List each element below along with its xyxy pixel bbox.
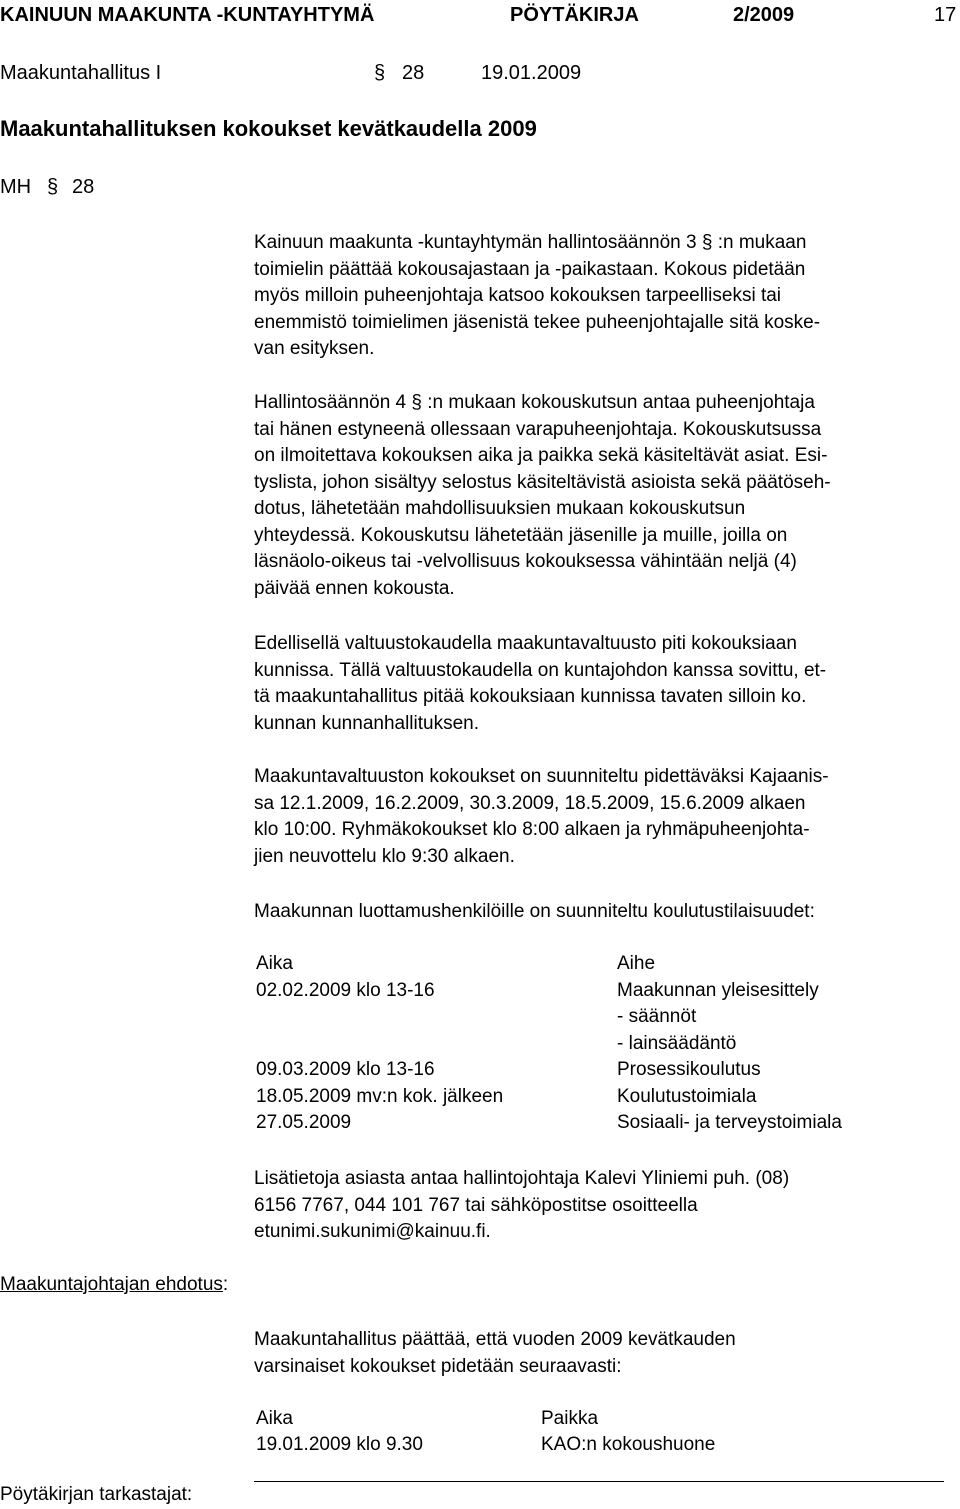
- section-symbol: §: [374, 62, 386, 84]
- paragraph-line: etunimi.sukunimi@kainuu.fi.: [254, 1221, 491, 1242]
- proposal-label-suffix: :: [222, 1274, 229, 1295]
- meetings-row-time: 19.01.2009 klo 9.30: [256, 1434, 423, 1455]
- case-ref-prefix: MH: [0, 176, 32, 198]
- page-number: 17: [934, 4, 957, 26]
- paragraph-line: jien neuvottelu klo 9:30 alkaen.: [254, 845, 515, 867]
- meetings-header-time: Aika: [256, 1408, 293, 1429]
- paragraph-line: myös milloin puheenjohtaja katsoo kokouksen tarpeelliseksi tai: [254, 285, 782, 306]
- paragraph-line: tyslista, johon sisältyy selostus käsiteltävistä asioista sekä päätöseh-: [254, 471, 831, 493]
- contact-paragraph: [254, 1166, 944, 1246]
- paragraph-line: klo 10:00. Ryhmäkokoukset klo 8:00 alkaen ja ryhmäpuheenjohta-: [254, 819, 810, 840]
- paragraph-line: enemmistö toimielimen jäsenistä tekee puheenjohtajalle sitä koske-: [254, 311, 821, 333]
- paragraph-line: Maakunnan luottamushenkilöille on suunniteltu koulutustilaisuudet:: [254, 901, 815, 922]
- paragraph-line: on ilmoitettava kokouksen aika ja paikka sekä käsiteltävät asiat. Esi-: [254, 445, 828, 466]
- paragraph-line: Edellisellä valtuustokaudella maakuntavaltuusto piti kokouksiaan: [254, 633, 797, 654]
- paragraph-line: läsnäolo-oikeus tai -velvollisuus kokouksessa vähintään neljä (4): [254, 551, 797, 572]
- training-row-topic: - lainsäädäntö: [617, 1033, 737, 1054]
- training-row-time: 09.03.2009 klo 13-16: [256, 1059, 435, 1080]
- page-title: Maakuntahallituksen kokoukset kevätkaudella 2009: [0, 116, 537, 141]
- proposal-label-text: Maakuntajohtajan ehdotus: [0, 1274, 223, 1295]
- training-row-topic: Koulutustoimiala: [617, 1086, 757, 1107]
- section-number: 28: [402, 62, 425, 84]
- training-row-time: 18.05.2009 mv:n kok. jälkeen: [256, 1086, 504, 1107]
- training-row-topic: Sosiaali- ja terveystoimiala: [617, 1112, 842, 1133]
- paragraph-5: [254, 899, 944, 926]
- paragraph-line: van esityksen.: [254, 338, 375, 359]
- training-row-topic: - säännöt: [617, 1006, 697, 1027]
- paragraph-line: dotus, lähetetään mahdollisuuksien mukaan kokouskutsun: [254, 498, 746, 519]
- meetings-header-place: Paikka: [541, 1408, 599, 1429]
- case-ref-number: 28: [72, 176, 95, 198]
- paragraph-line: kunnan kunnanhallituksen.: [254, 712, 480, 734]
- training-row-time: 27.05.2009: [256, 1112, 352, 1133]
- paragraph-line: Kainuun maakunta -kuntayhtymän hallintosäännön 3 § :n mukaan: [254, 232, 807, 253]
- paragraph-line: Maakuntahallitus päättää, että vuoden 2009 kevätkauden: [254, 1329, 736, 1350]
- paragraph-line: yhteydessä. Kokouskutsu lähetetään jäsenille ja muille, joilla on: [254, 524, 788, 546]
- meetings-row-place: KAO:n kokoushuone: [541, 1434, 716, 1455]
- reviewers-label: Pöytäkirjan tarkastajat:: [0, 1484, 193, 1505]
- training-row-topic: Maakunnan yleisesittely: [617, 980, 819, 1001]
- proposal-label: [0, 1274, 228, 1296]
- training-row-time: 02.02.2009 klo 13-16: [256, 980, 435, 1001]
- paragraph-line: Hallintosäännön 4 § :n mukaan kokouskutsun antaa puheenjohtaja: [254, 392, 815, 413]
- paragraph-1: [254, 230, 944, 363]
- paragraph-3: [254, 631, 944, 737]
- paragraph-line: varsinaiset kokoukset pidetään seuraavasti:: [254, 1355, 622, 1377]
- signature-divider: [254, 1481, 944, 1482]
- paragraph-line: päivää ennen kokousta.: [254, 577, 455, 599]
- paragraph-line: tai hänen estyneenä ollessaan varapuheenjohtaja. Kokouskutsussa: [254, 418, 822, 440]
- paragraph-line: sa 12.1.2009, 16.2.2009, 30.3.2009, 18.5.2009, 15.6.2009 alkaen: [254, 792, 806, 814]
- doc-number: 2/2009: [733, 4, 795, 26]
- proposal-paragraph: [254, 1327, 944, 1380]
- paragraph-4: [254, 764, 944, 870]
- paragraph-line: Lisätietoja asiasta antaa hallintojohtaja Kalevi Yliniemi puh. (08): [254, 1168, 790, 1189]
- meeting-date: 19.01.2009: [481, 62, 582, 84]
- doc-type: PÖYTÄKIRJA: [510, 4, 639, 26]
- paragraph-line: 6156 7767, 044 101 767 tai sähköpostitse osoitteella: [254, 1194, 698, 1216]
- training-header-time: Aika: [256, 953, 293, 974]
- case-ref-symbol: §: [47, 176, 59, 198]
- paragraph-line: Maakuntavaltuuston kokoukset on suunniteltu pidettäväksi Kajaanis-: [254, 766, 829, 787]
- training-header-topic: Aihe: [617, 953, 656, 974]
- org-name: KAINUUN MAAKUNTA -KUNTAYHTYMÄ: [0, 4, 375, 26]
- meeting-body: Maakuntahallitus I: [0, 62, 162, 84]
- paragraph-line: toimielin päättää kokousajastaan ja -paikastaan. Kokous pidetään: [254, 258, 806, 280]
- paragraph-2: [254, 390, 944, 602]
- training-row-topic: Prosessikoulutus: [617, 1059, 761, 1080]
- paragraph-line: tä maakuntahallitus pitää kokouksiaan kunnissa tavaten silloin ko.: [254, 686, 807, 707]
- paragraph-line: kunnissa. Tällä valtuustokaudella on kuntajohdon kanssa sovittu, et-: [254, 659, 827, 681]
